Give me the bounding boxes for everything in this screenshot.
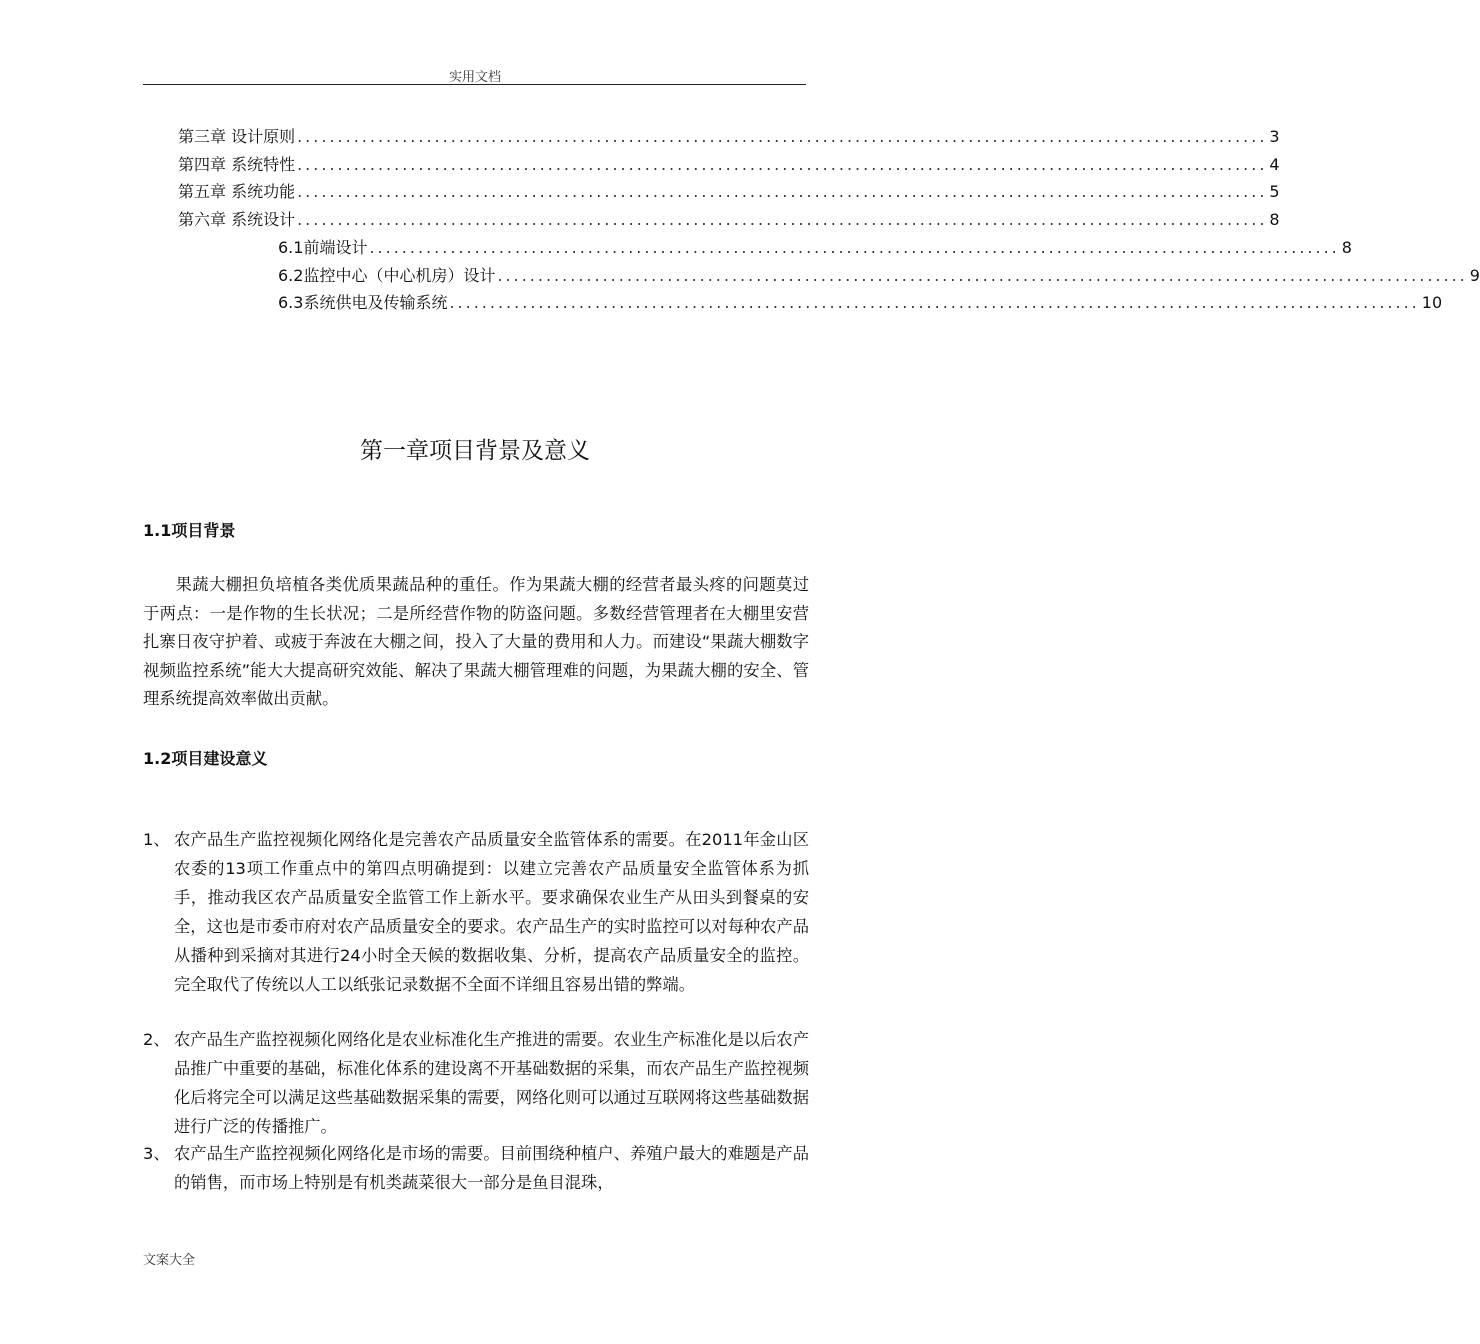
list-item-text: 农产品生产监控视频化网络化是市场的需要。目前围绕种植户、养殖户最大的难题是产品的销售，而市场上特别是有机类蔬菜很大一部分是鱼目混珠， [174, 1144, 809, 1192]
list-item-text: 农产品生产监控视频化网络化是农业标准化生产推进的需要。农业生产标准化是以后农产品推广中重要的基础，标准化体系的建设离不开基础数据的采集，而农产品生产监控视频化后将完全可以满足这些基础数据采集的需要，网络化则可以通过互联网将这些基础数据进行广泛的传播推广。 [174, 1030, 809, 1136]
toc-entry-page: 4 [1269, 155, 1280, 174]
toc-entry-label: 6.1前端设计 [278, 238, 368, 257]
list-item-number: 2、 [143, 1030, 170, 1049]
toc-leader-dots: ........................................................................................................................ [297, 155, 1268, 174]
toc-entry-page: 8 [1269, 210, 1280, 229]
list-item-text: 农产品生产监控视频化网络化是完善农产品质量安全监管体系的需要。在2011年金山区农委的13项工作重点中的第四点明确提到：以建立完善农产品质量安全监管体系为抓手，推动我区农产品质量安全监管工作上新水平。要求确保农业生产从田头到餐桌的安全，这也是市委市府对农产品质量安全的要求。农产品生产的实时监控可以对每种农产品从播种到采摘对其进行24小时全天候的数据收集、分析，提高农产品质量安全的监控。完全取代了传统以人工以纸张记录数据不全面不详细且容易出错的弊端。 [174, 830, 809, 994]
toc-entry-label: 第六章 系统设计 [178, 210, 296, 229]
toc-entry[interactable] [178, 125, 1280, 149]
toc-entry-page: 5 [1269, 182, 1280, 201]
toc-entry-label: 6.2监控中心（中心机房）设计 [278, 266, 496, 285]
header-rule [143, 84, 806, 85]
list-item [143, 1139, 809, 1197]
section-heading: 1.1项目背景 [143, 521, 236, 540]
toc-entry-label: 第五章 系统功能 [178, 182, 296, 201]
body-paragraph: 果蔬大棚担负培植各类优质果蔬品种的重任。作为果蔬大棚的经营者最头疼的问题莫过于两点：一是作物的生长状况；二是所经营作物的防盗问题。多数经营管理者在大棚里安营扎寨日夜守护着、或疲于奔波在大棚之间，投入了大量的费用和人力。而建设“果蔬大棚数字视频监控系统”能大大提高研究效能、解决了果蔬大棚管理难的问题，为果蔬大棚的安全、管理系统提高效率做出贡献。 [143, 575, 809, 708]
page-footer: 文案大全 [143, 1253, 196, 1268]
toc-leader-dots: ........................................................................................................................ [449, 293, 1420, 312]
list-item-number: 3、 [143, 1144, 170, 1163]
toc-entry[interactable] [178, 153, 1280, 177]
chapter-title: 第一章项目背景及意义 [360, 438, 590, 464]
toc-leader-dots: ........................................................................................................................ [297, 210, 1268, 229]
page-header: 实用文档 [448, 70, 501, 85]
toc-entry[interactable] [278, 236, 1352, 260]
list-item [143, 1025, 809, 1141]
toc-entry-label: 6.3系统供电及传输系统 [278, 293, 448, 312]
list-item [143, 825, 809, 999]
toc-entry-page: 9 [1469, 266, 1480, 285]
toc-leader-dots: ........................................................................................................................ [369, 238, 1340, 257]
section-heading: 1.2项目建设意义 [143, 749, 268, 768]
toc-entry[interactable] [178, 180, 1280, 204]
toc-leader-dots: ........................................................................................................................ [497, 266, 1468, 285]
toc-entry-page: 8 [1341, 238, 1352, 257]
toc-entry[interactable] [278, 291, 1443, 315]
toc-entry-label: 第四章 系统特性 [178, 155, 296, 174]
toc-leader-dots: ........................................................................................................................ [297, 182, 1268, 201]
toc-leader-dots: ........................................................................................................................ [297, 127, 1268, 146]
list-item-number: 1、 [143, 830, 170, 849]
toc-entry-page: 3 [1269, 127, 1280, 146]
toc-entry[interactable] [278, 264, 1480, 288]
toc-entry-label: 第三章 设计原则 [178, 127, 296, 146]
toc-entry-page: 10 [1421, 293, 1443, 312]
toc-entry[interactable] [178, 208, 1280, 232]
